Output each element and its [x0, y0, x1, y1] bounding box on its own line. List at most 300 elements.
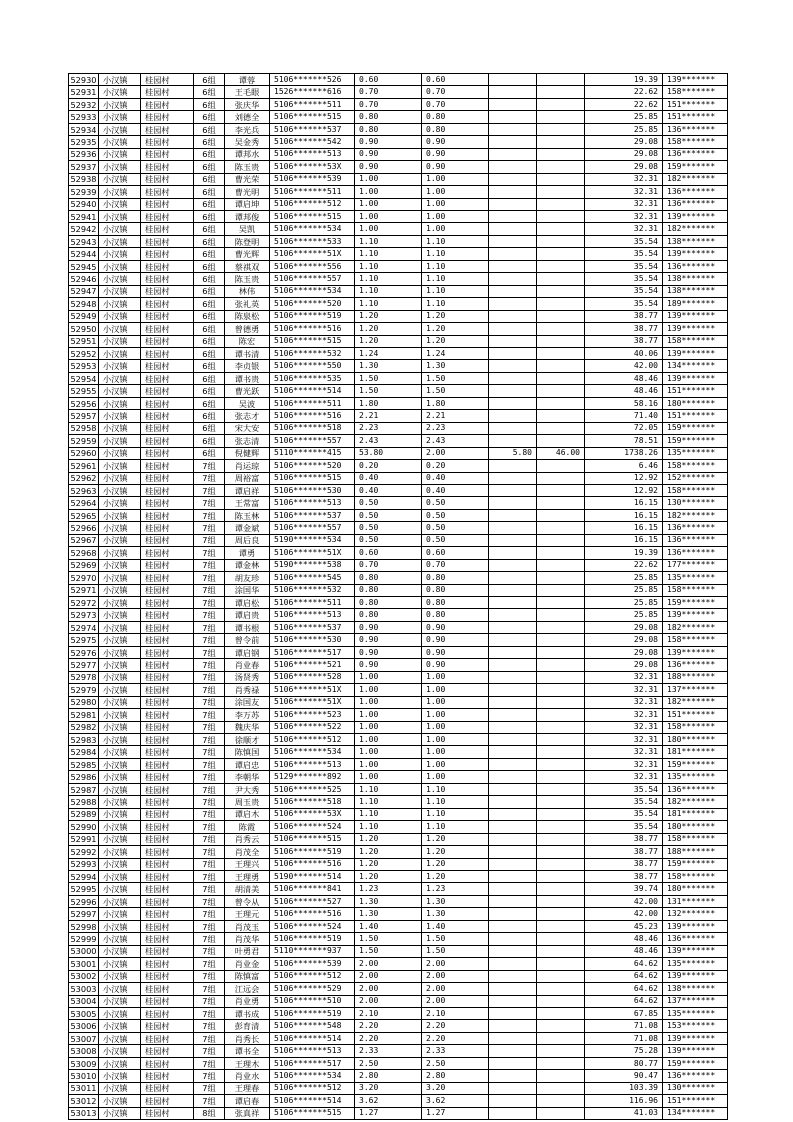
table-row	[69, 460, 728, 472]
cell-group: 6组	[194, 335, 225, 347]
cell-group: 6组	[194, 248, 225, 260]
cell-id-number: 5106*******537	[270, 123, 355, 135]
cell-value-3	[489, 148, 537, 160]
cell-value-2: 1.20	[422, 858, 489, 870]
cell-amount: 71.08	[585, 1020, 663, 1032]
table-row	[69, 920, 728, 932]
cell-village: 桂园村	[141, 821, 194, 833]
cell-group: 6组	[194, 360, 225, 372]
cell-group: 7组	[194, 883, 225, 895]
cell-id-number: 5106*******526	[270, 74, 355, 86]
table-row	[69, 285, 728, 297]
cell-id-number: 5106*******512	[270, 198, 355, 210]
cell-person-name: 肖业水	[225, 1070, 270, 1082]
cell-value-2: 1.20	[422, 846, 489, 858]
table-row	[69, 933, 728, 945]
cell-id-number: 5106*******517	[270, 646, 355, 658]
cell-value-4	[537, 945, 585, 957]
cell-area-value: 0.50	[355, 497, 422, 509]
table-row	[69, 273, 728, 285]
cell-village: 桂园村	[141, 1020, 194, 1032]
cell-area-value: 1.00	[355, 186, 422, 198]
cell-phone-number: 139*******	[663, 248, 728, 260]
cell-row-number: 52972	[70, 597, 97, 608]
cell-area-value: 2.50	[355, 1057, 422, 1069]
cell-person-name: 曹光辉	[225, 248, 270, 260]
cell-id-number: 5106*******533	[270, 235, 355, 247]
cell-village: 桂园村	[141, 435, 194, 447]
cell-id-number: 5110*******937	[270, 945, 355, 957]
cell-person-name: 李朝华	[225, 771, 270, 783]
cell-value-3	[489, 385, 537, 397]
cell-person-name: 谭启春	[225, 1095, 270, 1107]
cell-village: 桂园村	[141, 310, 194, 322]
cell-phone-number: 158*******	[663, 460, 728, 472]
cell-id-number: 5106*******514	[270, 385, 355, 397]
cell-row-number: 52968	[70, 547, 97, 558]
cell-phone-number: 182*******	[663, 173, 728, 185]
cell-phone-number: 151*******	[663, 709, 728, 721]
cell-id-number: 5106*******545	[270, 572, 355, 584]
cell-amount: 35.54	[585, 273, 663, 285]
cell-row-number: 53003	[70, 983, 97, 994]
cell-phone-number: 180*******	[663, 821, 728, 833]
cell-amount: 35.54	[585, 248, 663, 260]
cell-area-value: 1.00	[355, 734, 422, 746]
cell-phone-number: 159*******	[663, 1057, 728, 1069]
cell-village: 桂园村	[141, 746, 194, 758]
cell-phone-number: 158*******	[663, 634, 728, 646]
table-row	[69, 945, 728, 957]
cell-village: 桂园村	[141, 1057, 194, 1069]
cell-value-2: 1.10	[422, 235, 489, 247]
cell-value-3	[489, 572, 537, 584]
cell-value-4	[537, 285, 585, 297]
cell-amount: 35.54	[585, 260, 663, 272]
cell-value-3	[489, 597, 537, 609]
cell-town: 小汉镇	[99, 584, 141, 596]
cell-town: 小汉镇	[99, 323, 141, 335]
cell-village: 桂园村	[141, 1007, 194, 1019]
cell-group: 7组	[194, 821, 225, 833]
cell-id-number: 5106*******51X	[270, 684, 355, 696]
table-row	[69, 746, 728, 758]
cell-value-4	[537, 1045, 585, 1057]
cell-village: 桂园村	[141, 372, 194, 384]
table-row	[69, 1032, 728, 1044]
cell-value-3	[489, 883, 537, 895]
cell-value-3	[489, 609, 537, 621]
cell-village: 桂园村	[141, 983, 194, 995]
cell-person-name: 曹光明	[225, 186, 270, 198]
table-row	[69, 1107, 728, 1119]
cell-value-4	[537, 808, 585, 820]
cell-value-2: 1.10	[422, 796, 489, 808]
cell-area-value: 1.00	[355, 696, 422, 708]
cell-person-name: 吴金秀	[225, 136, 270, 148]
cell-town: 小汉镇	[99, 534, 141, 546]
cell-row-number: 52976	[70, 647, 97, 658]
cell-id-number: 5106*******519	[270, 846, 355, 858]
cell-id-number: 5190*******534	[270, 534, 355, 546]
cell-id-number: 5106*******516	[270, 323, 355, 335]
cell-person-name: 王毛眼	[225, 86, 270, 98]
cell-area-value: 0.50	[355, 534, 422, 546]
cell-amount: 38.77	[585, 846, 663, 858]
cell-row-number: 52993	[70, 859, 97, 870]
cell-person-name: 周裕富	[225, 472, 270, 484]
cell-village: 桂园村	[141, 335, 194, 347]
cell-id-number: 5106*******511	[270, 186, 355, 198]
table-row	[69, 1020, 728, 1032]
cell-phone-number: 180*******	[663, 883, 728, 895]
cell-amount: 32.31	[585, 696, 663, 708]
table-row	[69, 372, 728, 384]
cell-value-2: 0.90	[422, 646, 489, 658]
cell-id-number: 5106*******518	[270, 422, 355, 434]
cell-person-name: 陈登明	[225, 235, 270, 247]
table-row	[69, 734, 728, 746]
cell-phone-number: 139*******	[663, 74, 728, 86]
cell-town: 小汉镇	[99, 970, 141, 982]
cell-value-3	[489, 846, 537, 858]
cell-value-4	[537, 771, 585, 783]
cell-town: 小汉镇	[99, 472, 141, 484]
cell-area-value: 0.80	[355, 572, 422, 584]
table-row	[69, 310, 728, 322]
cell-id-number: 5106*******518	[270, 796, 355, 808]
cell-row-number: 53007	[70, 1033, 97, 1044]
cell-row-number: 52984	[70, 747, 97, 758]
cell-value-4	[537, 385, 585, 397]
cell-town: 小汉镇	[99, 136, 141, 148]
table-row	[69, 161, 728, 173]
cell-value-4	[537, 659, 585, 671]
cell-village: 桂园村	[141, 808, 194, 820]
table-row	[69, 1095, 728, 1107]
table-row	[69, 397, 728, 409]
cell-value-3	[489, 161, 537, 173]
cell-row-number: 52971	[70, 585, 97, 596]
cell-value-3	[489, 285, 537, 297]
table-row	[69, 173, 728, 185]
cell-phone-number: 137*******	[663, 995, 728, 1007]
cell-person-name: 李光兵	[225, 123, 270, 135]
cell-area-value: 1.10	[355, 285, 422, 297]
table-row	[69, 721, 728, 733]
cell-village: 桂园村	[141, 1107, 194, 1119]
table-row	[69, 1007, 728, 1019]
cell-group: 7组	[194, 796, 225, 808]
cell-area-value: 2.10	[355, 1007, 422, 1019]
cell-amount: 29.08	[585, 646, 663, 658]
cell-id-number: 5106*******548	[270, 1020, 355, 1032]
cell-area-value: 2.00	[355, 958, 422, 970]
cell-town: 小汉镇	[99, 298, 141, 310]
cell-person-name: 陈霞	[225, 821, 270, 833]
table-row	[69, 335, 728, 347]
cell-value-2: 1.20	[422, 323, 489, 335]
cell-phone-number: 189*******	[663, 298, 728, 310]
cell-area-value: 1.10	[355, 298, 422, 310]
cell-phone-number: 159*******	[663, 435, 728, 447]
cell-phone-number: 139*******	[663, 970, 728, 982]
cell-area-value: 2.00	[355, 970, 422, 982]
cell-row-number: 52999	[70, 933, 97, 944]
table-row	[69, 833, 728, 845]
cell-town: 小汉镇	[99, 771, 141, 783]
cell-area-value: 1.24	[355, 347, 422, 359]
cell-town: 小汉镇	[99, 696, 141, 708]
cell-id-number: 5106*******520	[270, 460, 355, 472]
cell-amount: 32.31	[585, 746, 663, 758]
cell-phone-number: 158*******	[663, 484, 728, 496]
table-row	[69, 671, 728, 683]
cell-amount: 16.15	[585, 522, 663, 534]
cell-area-value: 1.50	[355, 385, 422, 397]
table-row	[69, 472, 728, 484]
cell-group: 7组	[194, 1032, 225, 1044]
cell-area-value: 1.00	[355, 758, 422, 770]
cell-group: 6组	[194, 323, 225, 335]
cell-row-number: 52998	[70, 921, 97, 932]
cell-amount: 35.54	[585, 235, 663, 247]
cell-person-name: 肖业金	[225, 958, 270, 970]
cell-value-3	[489, 933, 537, 945]
table-row	[69, 123, 728, 135]
cell-group: 7组	[194, 534, 225, 546]
cell-person-name: 肖业春	[225, 659, 270, 671]
cell-value-4	[537, 983, 585, 995]
cell-id-number: 5106*******550	[270, 360, 355, 372]
cell-value-2: 2.20	[422, 1020, 489, 1032]
cell-amount: 25.85	[585, 572, 663, 584]
cell-town: 小汉镇	[99, 148, 141, 160]
cell-value-2: 1.00	[422, 186, 489, 198]
cell-value-3	[489, 173, 537, 185]
table-row	[69, 148, 728, 160]
table-row	[69, 621, 728, 633]
cell-value-2: 1.20	[422, 310, 489, 322]
table-row	[69, 484, 728, 496]
table-row	[69, 447, 728, 459]
cell-group: 7组	[194, 1007, 225, 1019]
cell-amount: 29.08	[585, 148, 663, 160]
cell-village: 桂园村	[141, 796, 194, 808]
cell-village: 桂园村	[141, 920, 194, 932]
cell-group: 6组	[194, 123, 225, 135]
cell-person-name: 胡友珍	[225, 572, 270, 584]
cell-person-name: 徐顺才	[225, 734, 270, 746]
cell-id-number: 5106*******53X	[270, 161, 355, 173]
cell-id-number: 5106*******516	[270, 908, 355, 920]
cell-value-3	[489, 1095, 537, 1107]
cell-village: 桂园村	[141, 86, 194, 98]
cell-area-value: 0.60	[355, 547, 422, 559]
table-row	[69, 983, 728, 995]
cell-village: 桂园村	[141, 908, 194, 920]
cell-value-3	[489, 920, 537, 932]
cell-row-number: 52981	[70, 709, 97, 720]
cell-amount: 25.85	[585, 584, 663, 596]
table-row	[69, 970, 728, 982]
cell-town: 小汉镇	[99, 74, 141, 86]
cell-person-name: 吴波	[225, 397, 270, 409]
cell-value-4	[537, 1007, 585, 1019]
cell-phone-number: 139*******	[663, 372, 728, 384]
cell-group: 7组	[194, 995, 225, 1007]
cell-amount: 103.39	[585, 1082, 663, 1094]
cell-town: 小汉镇	[99, 995, 141, 1007]
cell-value-3	[489, 323, 537, 335]
cell-value-2: 1.00	[422, 173, 489, 185]
cell-value-4	[537, 920, 585, 932]
cell-amount: 32.31	[585, 198, 663, 210]
table-row	[69, 347, 728, 359]
cell-village: 桂园村	[141, 970, 194, 982]
cell-value-3	[489, 360, 537, 372]
cell-row-number: 52951	[70, 336, 97, 347]
cell-phone-number: 139*******	[663, 1032, 728, 1044]
cell-value-3	[489, 758, 537, 770]
cell-town: 小汉镇	[99, 858, 141, 870]
cell-amount: 32.31	[585, 173, 663, 185]
table-body	[69, 74, 728, 1120]
cell-area-value: 0.70	[355, 98, 422, 110]
cell-phone-number: 182*******	[663, 509, 728, 521]
cell-area-value: 1.27	[355, 1107, 422, 1119]
cell-value-4	[537, 198, 585, 210]
cell-group: 7组	[194, 895, 225, 907]
cell-value-3	[489, 347, 537, 359]
cell-row-number: 52936	[70, 149, 97, 160]
cell-group: 6组	[194, 74, 225, 86]
cell-group: 7组	[194, 846, 225, 858]
cell-value-2: 1.50	[422, 385, 489, 397]
cell-amount: 19.39	[585, 74, 663, 86]
cell-amount: 42.00	[585, 895, 663, 907]
table-row	[69, 98, 728, 110]
cell-phone-number: 135*******	[663, 958, 728, 970]
cell-row-number: 52948	[70, 298, 97, 309]
table-row	[69, 684, 728, 696]
table-row	[69, 323, 728, 335]
cell-value-4	[537, 111, 585, 123]
cell-group: 6组	[194, 310, 225, 322]
cell-amount: 32.31	[585, 186, 663, 198]
cell-value-3	[489, 509, 537, 521]
cell-person-name: 陈慎富	[225, 970, 270, 982]
cell-person-name: 江远会	[225, 983, 270, 995]
cell-value-3	[489, 273, 537, 285]
table-row	[69, 758, 728, 770]
cell-group: 7组	[194, 671, 225, 683]
cell-group: 6组	[194, 422, 225, 434]
cell-village: 桂园村	[141, 111, 194, 123]
cell-phone-number: 159*******	[663, 858, 728, 870]
cell-value-3	[489, 746, 537, 758]
cell-amount: 32.31	[585, 709, 663, 721]
cell-id-number: 5106*******513	[270, 758, 355, 770]
cell-person-name: 曹光跃	[225, 385, 270, 397]
cell-phone-number: 151*******	[663, 1095, 728, 1107]
cell-person-name: 王理木	[225, 1057, 270, 1069]
cell-village: 桂园村	[141, 696, 194, 708]
cell-town: 小汉镇	[99, 86, 141, 98]
cell-phone-number: 135*******	[663, 572, 728, 584]
cell-area-value: 2.23	[355, 422, 422, 434]
cell-group: 6组	[194, 136, 225, 148]
cell-amount: 32.31	[585, 758, 663, 770]
cell-area-value: 1.20	[355, 323, 422, 335]
cell-area-value: 1.00	[355, 709, 422, 721]
cell-phone-number: 139*******	[663, 310, 728, 322]
cell-phone-number: 159*******	[663, 597, 728, 609]
cell-group: 7组	[194, 497, 225, 509]
cell-value-4	[537, 1107, 585, 1119]
cell-id-number: 5106*******525	[270, 783, 355, 795]
cell-area-value: 2.00	[355, 983, 422, 995]
cell-value-4	[537, 609, 585, 621]
cell-amount: 19.39	[585, 547, 663, 559]
cell-area-value: 2.20	[355, 1032, 422, 1044]
cell-value-4	[537, 161, 585, 173]
cell-group: 7组	[194, 908, 225, 920]
cell-phone-number: 158*******	[663, 721, 728, 733]
cell-value-2: 1.00	[422, 671, 489, 683]
cell-value-4	[537, 758, 585, 770]
cell-value-3	[489, 1020, 537, 1032]
cell-amount: 16.15	[585, 509, 663, 521]
table-row	[69, 995, 728, 1007]
table-row	[69, 385, 728, 397]
cell-id-number: 5106*******514	[270, 1095, 355, 1107]
cell-row-number: 52987	[70, 784, 97, 795]
cell-town: 小汉镇	[99, 509, 141, 521]
cell-value-3	[489, 372, 537, 384]
cell-area-value: 1.10	[355, 808, 422, 820]
cell-amount: 29.08	[585, 161, 663, 173]
cell-id-number: 5106*******515	[270, 833, 355, 845]
cell-row-number: 52957	[70, 410, 97, 421]
cell-value-4	[537, 833, 585, 845]
cell-group: 7组	[194, 933, 225, 945]
cell-id-number: 5106*******522	[270, 721, 355, 733]
cell-phone-number: 136*******	[663, 186, 728, 198]
cell-value-3	[489, 559, 537, 571]
cell-id-number: 1526*******616	[270, 86, 355, 98]
cell-row-number: 52941	[70, 211, 97, 222]
cell-phone-number: 139*******	[663, 323, 728, 335]
cell-area-value: 1.00	[355, 684, 422, 696]
cell-value-2: 1.00	[422, 758, 489, 770]
cell-person-name: 谭书成	[225, 1007, 270, 1019]
cell-area-value: 1.10	[355, 248, 422, 260]
cell-village: 桂园村	[141, 509, 194, 521]
cell-value-4	[537, 235, 585, 247]
cell-village: 桂园村	[141, 933, 194, 945]
cell-person-name: 谭启贵	[225, 609, 270, 621]
cell-village: 桂园村	[141, 1095, 194, 1107]
cell-amount: 12.92	[585, 472, 663, 484]
cell-value-4	[537, 858, 585, 870]
cell-town: 小汉镇	[99, 671, 141, 683]
cell-value-2: 1.00	[422, 771, 489, 783]
cell-value-3	[489, 186, 537, 198]
cell-person-name: 王理兴	[225, 858, 270, 870]
cell-id-number: 5190*******538	[270, 559, 355, 571]
cell-town: 小汉镇	[99, 659, 141, 671]
